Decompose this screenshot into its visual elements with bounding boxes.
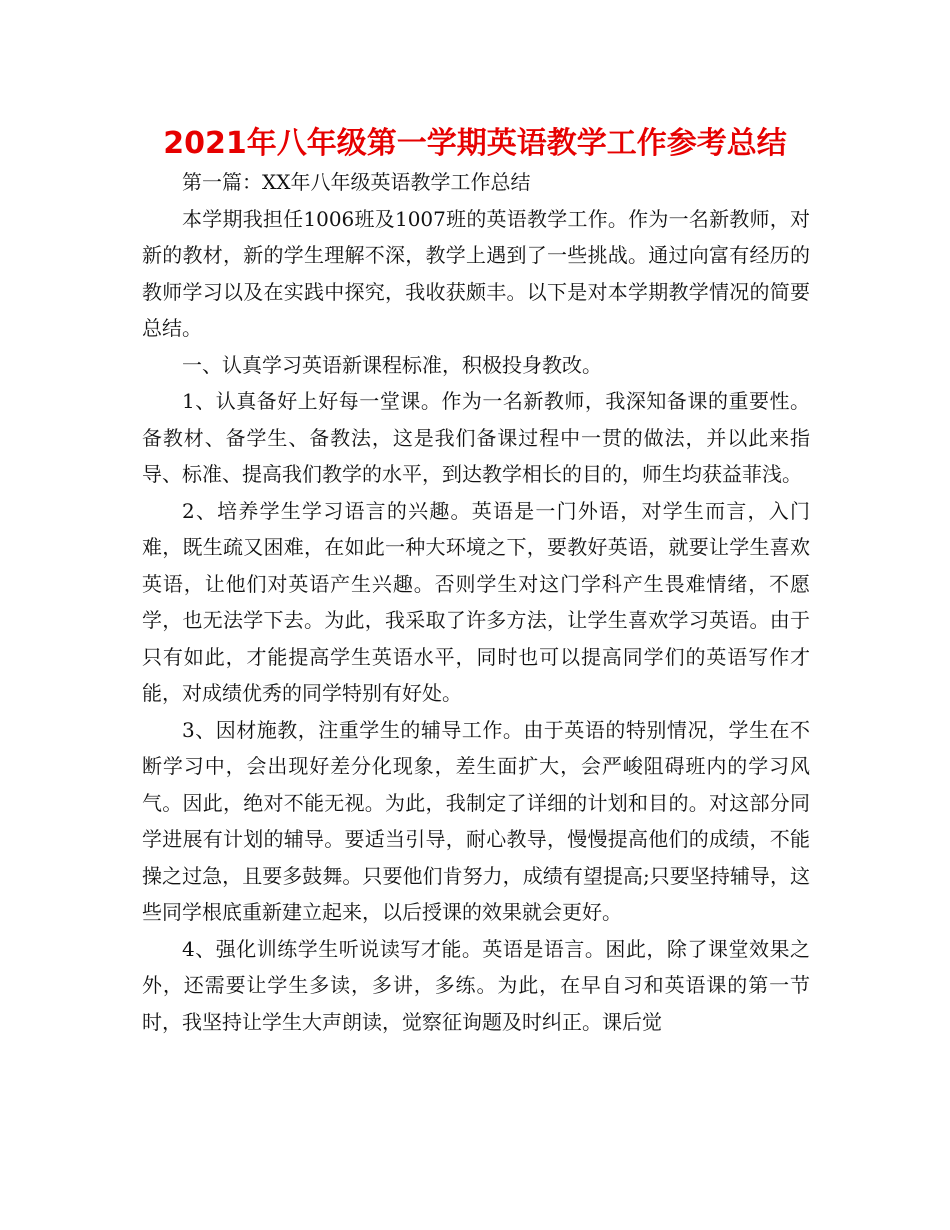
paragraph: 本学期我担任1006班及1007班的英语教学工作。作为一名新教师，对新的教材，新的学生理解不深，教学上遇到了一些挑战。通过向富有经历的教师学习以及在实践中探究，我收获颇丰。以下是对本学期教学情况的简要总结。	[142, 206, 810, 340]
paragraph: 4、强化训练学生听说读写才能。英语是语言。困此，除了课堂效果之外，还需要让学生多读，多讲，多练。为此，在早自习和英语课的第一节时，我坚持让学生大声朗读，觉察征询题及时纠正。课后觉	[142, 936, 810, 1034]
document-body	[142, 164, 810, 1040]
section-heading: 第一篇：XX年八年级英语教学工作总结	[182, 170, 531, 194]
paragraph: 1、认真备好上好每一堂课。作为一名新教师，我深知备课的重要性。备教材、备学生、备教法，这是我们备课过程中一贯的做法，并以此来指导、标准、提高我们教学的水平，到达教学相长的目的，师生均获益菲浅。	[142, 389, 810, 486]
paragraph: 3、因材施教，注重学生的辅导工作。由于英语的特别情况，学生在不断学习中，会出现好差分化现象，差生面扩大，会严峻阻碍班内的学习风气。因此，绝对不能无视。为此，我制定了详细的计划和目的。对这部分同学进展有计划的辅导。要适当引导，耐心教导，慢慢提高他们的成绩，不能操之过急，且要多鼓舞。只要他们肯努力，成绩有望提高;只要坚持辅导，这些同学根底重新建立起来，以后授课的效果就会更好。	[142, 717, 810, 924]
paragraph: 2、培养学生学习语言的兴趣。英语是一门外语，对学生而言，入门难，既生疏又困难，在如此一种大环境之下，要教好英语，就要让学生喜欢英语，让他们对英语产生兴趣。否则学生对这门学科产生畏难情绪，不愿学，也无法学下去。为此，我采取了许多方法，让学生喜欢学习英语。由于只有如此，才能提高学生英语水平，同时也可以提高同学们的英语写作才能，对成绩优秀的同学特别有好处。	[142, 498, 810, 705]
document-title: 2021年八年级第一学期英语教学工作参考总结	[163, 126, 787, 161]
paragraph: 一、认真学习英语新课程标准，积极投身教改。	[182, 352, 602, 377]
